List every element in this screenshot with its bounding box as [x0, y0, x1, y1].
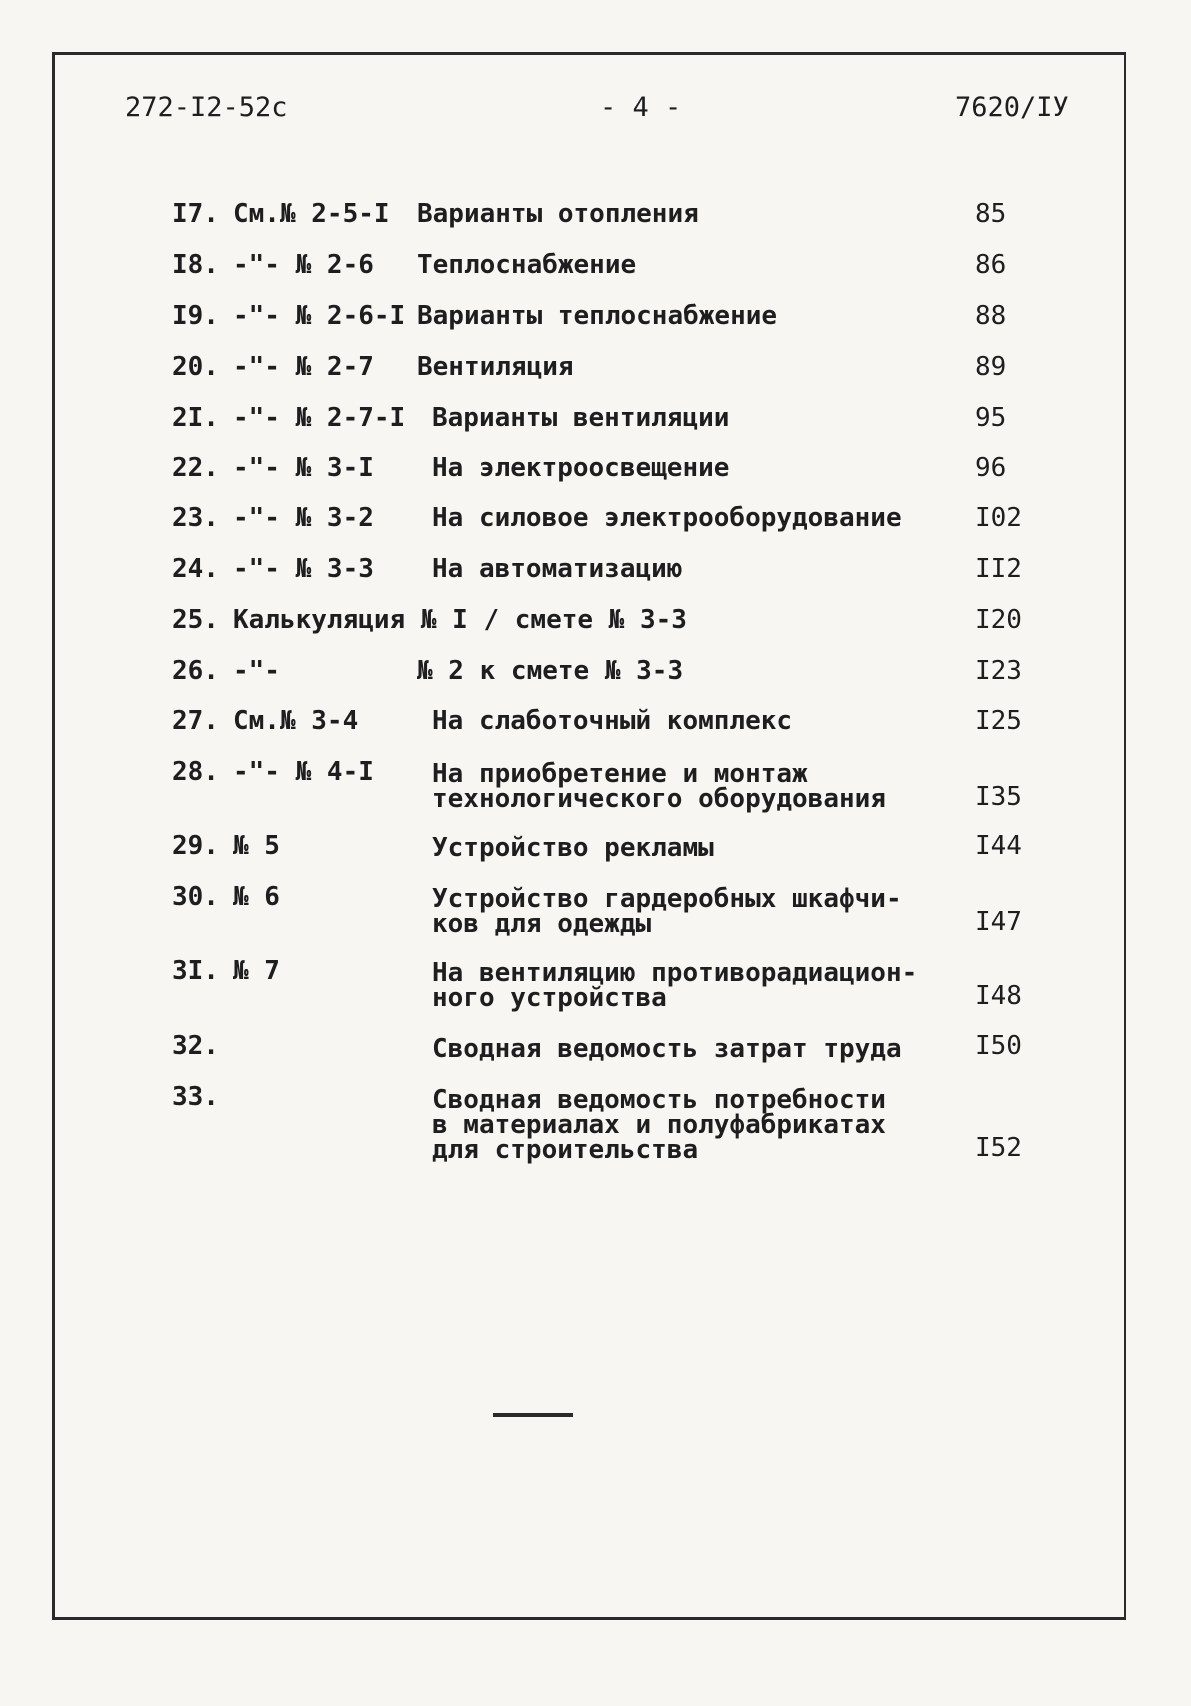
row-number: 26.: [172, 656, 219, 686]
row-description: Теплоснабжение: [417, 250, 637, 280]
row-number: 23.: [172, 503, 219, 533]
row-page: I35: [975, 782, 1022, 812]
row-description: для строительства: [432, 1135, 699, 1165]
row-number: 3I.: [172, 956, 219, 986]
row-description: Устройство рекламы: [432, 833, 714, 863]
row-number: 2I.: [172, 403, 219, 433]
row-reference: Калькуляция № I / смете № 3-3: [233, 605, 687, 635]
row-number: 28.: [172, 757, 219, 787]
row-page: I02: [975, 503, 1022, 533]
row-page: 88: [975, 301, 1007, 331]
row-reference: -"- № 3-3: [233, 554, 374, 584]
end-rule: [493, 1413, 573, 1417]
row-description: На слаботочный комплекс: [432, 706, 793, 736]
page-number: - 4 -: [600, 92, 682, 123]
row-page: I52: [975, 1133, 1022, 1163]
row-description: На приобретение и монтаж: [432, 759, 808, 789]
doc-number: 7620/IУ: [955, 92, 1069, 123]
row-number: I9.: [172, 301, 219, 331]
row-reference: -"- № 2-6-I: [233, 301, 406, 331]
row-reference: -"- № 2-7-I: [233, 403, 406, 433]
row-reference: -"- № 3-I: [233, 453, 374, 483]
row-description: На электроосвещение: [432, 453, 730, 483]
row-number: 25.: [172, 605, 219, 635]
row-reference: № 7: [233, 956, 280, 986]
row-description: Варианты вентиляции: [432, 403, 730, 433]
row-number: 30.: [172, 882, 219, 912]
row-number: I7.: [172, 199, 219, 229]
row-reference: См.№ 2-5-I: [233, 199, 390, 229]
row-description: На автоматизацию: [432, 554, 683, 584]
row-number: 29.: [172, 831, 219, 861]
row-page: I50: [975, 1031, 1022, 1061]
row-description: На силовое электрооборудование: [432, 503, 902, 533]
row-number: 20.: [172, 352, 219, 382]
row-page: 89: [975, 352, 1007, 382]
row-reference: -"- № 4-I: [233, 757, 374, 787]
row-number: 24.: [172, 554, 219, 584]
row-reference: -"- № 2-7: [233, 352, 374, 382]
row-page: 86: [975, 250, 1007, 280]
row-reference: № 6: [233, 882, 280, 912]
row-description: технологического оборудования: [432, 784, 886, 814]
row-reference: -"- № 2-6: [233, 250, 374, 280]
row-page: I48: [975, 981, 1022, 1011]
row-number: 22.: [172, 453, 219, 483]
row-description: Сводная ведомость потребности: [432, 1085, 886, 1115]
row-reference: № 5: [233, 831, 280, 861]
row-reference: См.№ 3-4: [233, 706, 359, 736]
row-description: № 2 к смете № 3-3: [417, 656, 684, 686]
row-description: ков для одежды: [432, 909, 652, 939]
row-page: I47: [975, 907, 1022, 937]
row-page: I44: [975, 831, 1022, 861]
row-description: в материалах и полуфабрикатах: [432, 1110, 886, 1140]
row-page: I20: [975, 605, 1022, 635]
row-description: Варианты теплоснабжение: [417, 301, 778, 331]
row-number: 27.: [172, 706, 219, 736]
row-page: 96: [975, 453, 1007, 483]
row-description: Сводная ведомость затрат труда: [432, 1034, 902, 1064]
row-number: 33.: [172, 1082, 219, 1112]
row-description: Варианты отопления: [417, 199, 699, 229]
doc-code: 272-I2-52c: [125, 92, 288, 123]
row-description: На вентиляцию противорадиацион-: [432, 958, 918, 988]
row-reference: -"-: [233, 656, 280, 686]
row-description: Вентиляция: [417, 352, 574, 382]
row-description: ного устройства: [432, 983, 667, 1013]
row-page: I25: [975, 706, 1022, 736]
row-reference: -"- № 3-2: [233, 503, 374, 533]
row-page: 85: [975, 199, 1007, 229]
row-number: I8.: [172, 250, 219, 280]
row-number: 32.: [172, 1031, 219, 1061]
row-description: Устройство гардеробных шкафчи-: [432, 884, 902, 914]
row-page: I23: [975, 656, 1022, 686]
row-page: II2: [975, 554, 1022, 584]
row-page: 95: [975, 403, 1007, 433]
